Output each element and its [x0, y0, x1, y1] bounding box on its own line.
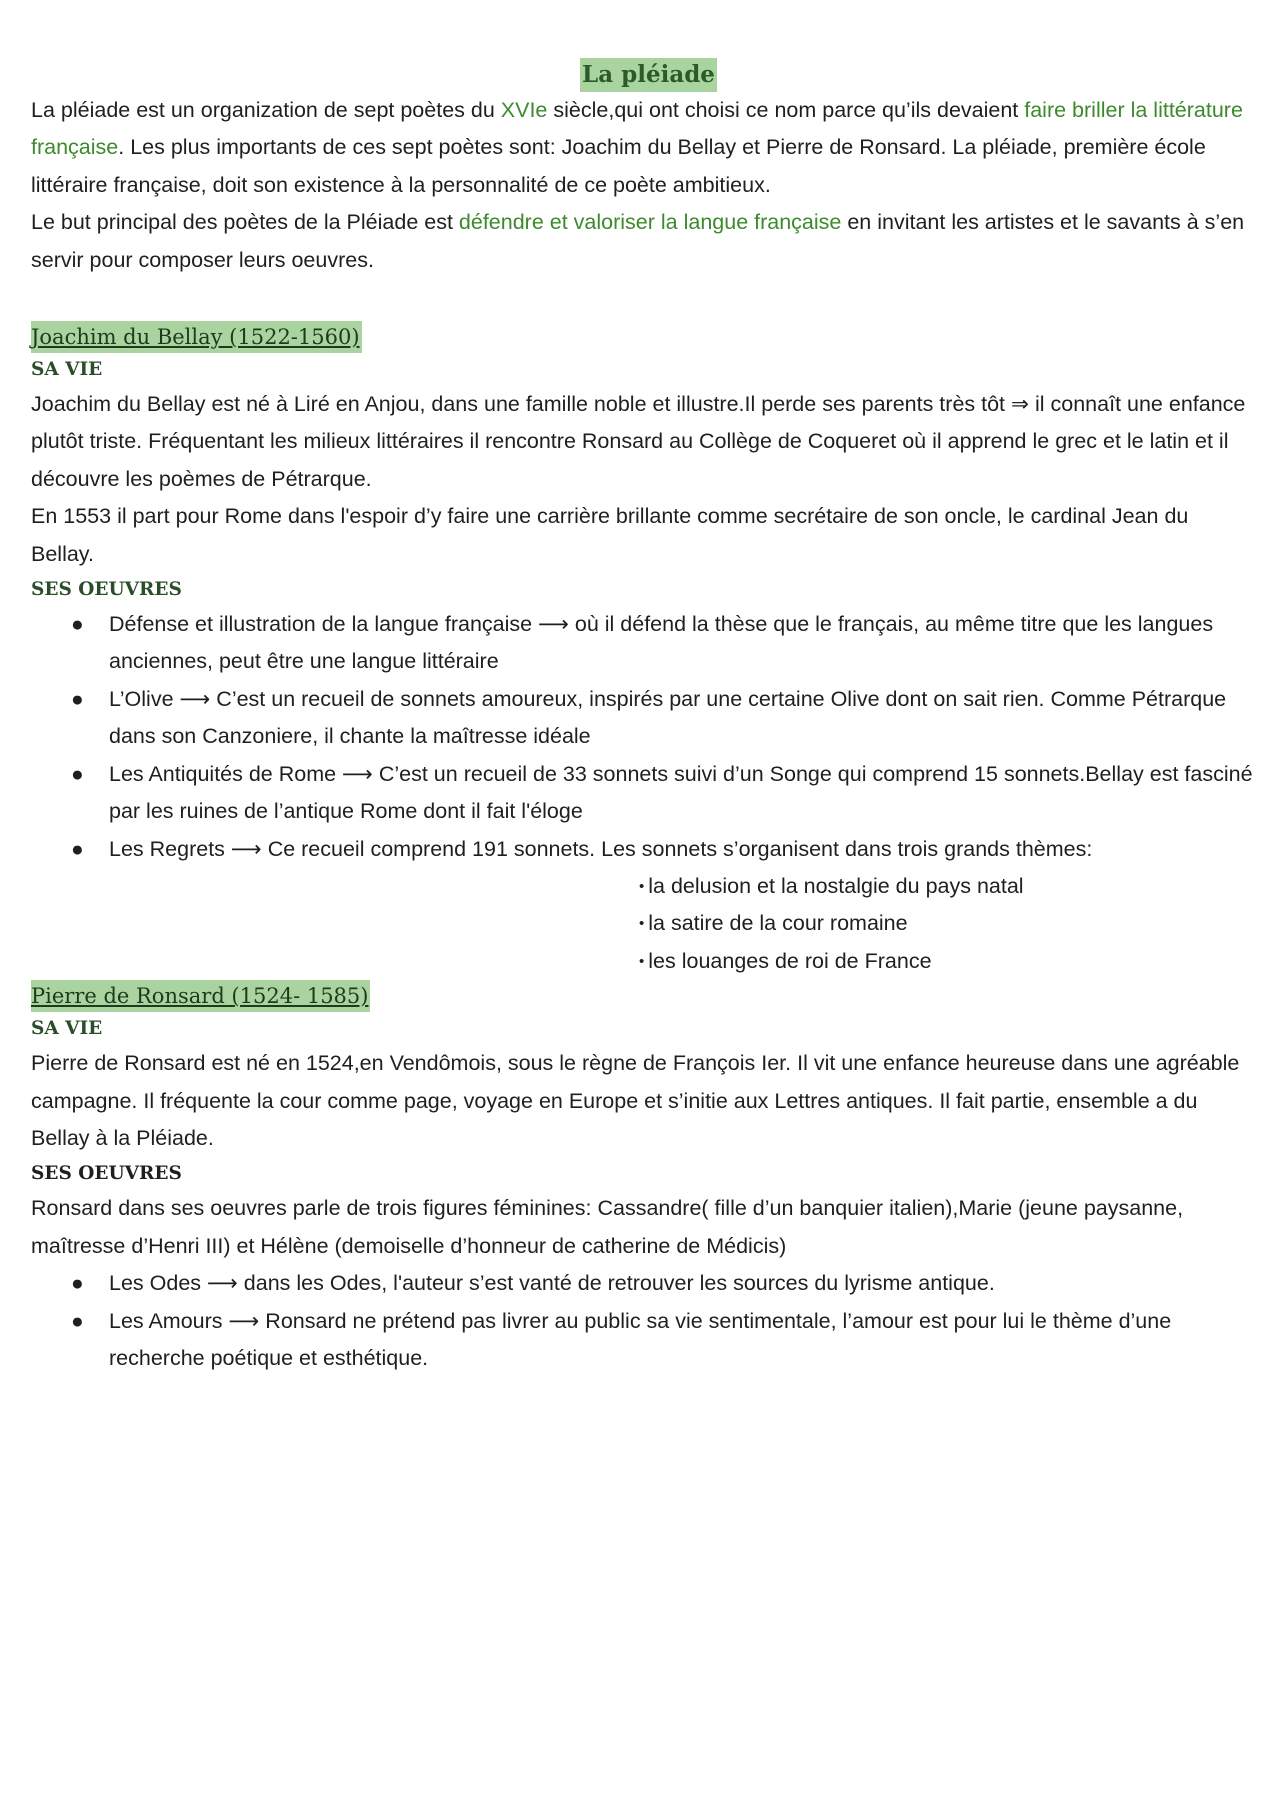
- bullet-icon: ●: [71, 687, 84, 711]
- intro-text: La pléiade est un organization de sept poètes du: [31, 98, 501, 122]
- list-item: [31, 831, 1256, 868]
- bullet-icon: ●: [71, 1309, 84, 1333]
- highlight-text: XVIe: [500, 98, 548, 122]
- intro-paragraph-2: [31, 204, 1256, 279]
- bellay-oeuvres-label: SES OEUVRES: [31, 579, 182, 601]
- intro-text: siècle,qui ont choisi ce nom parce qu’ils devaient: [547, 98, 1025, 122]
- highlight-text: faire briller la littérature française: [31, 98, 1243, 160]
- bullet-icon: ●: [71, 613, 84, 637]
- list-item-text: Défense et illustration de la langue française ⟶ où il défend la thèse que le français, au même titre que les langues anciennes, peut être une langue littéraire: [109, 612, 1214, 674]
- intro-text: Le but principal des poètes de la Pléiade est: [31, 210, 459, 235]
- theme-item: [639, 943, 1256, 980]
- bullet-icon: ●: [71, 837, 84, 861]
- bullet-icon: ●: [71, 762, 84, 786]
- bellay-vie-paragraph-1: Joachim du Bellay est né à Liré en Anjou, dans une famille noble et illustre.Il perde ses parents très tôt ⇒ il connaît une enfance plutôt triste. Fréquentant les milieux littéraires il rencontre Ronsard au Collège de Coqueret où il apprend le grec et le latin et il découvre les poèmes de Pétrarque.: [31, 392, 1246, 491]
- bellay-section: [31, 315, 1256, 980]
- intro-text: . Les plus importants de ces sept poètes sont: Joachim du Bellay et Pierre de Ronsard. La pléiade, première école littéraire française, doit son existence à la personnalité de ce poète ambitieux.: [31, 135, 1206, 197]
- spacer: [31, 279, 1256, 315]
- highlight-text: défendre et valoriser la langue française: [458, 210, 842, 235]
- bellay-vie-label: SA VIE: [31, 359, 103, 381]
- list-item: [31, 756, 1256, 831]
- list-item: [31, 681, 1256, 756]
- bellay-oeuvres-list: [31, 606, 1256, 868]
- list-item-text: Les Antiquités de Rome ⟶ C’est un recueil de 33 sonnets suivi d’un Songe qui comprend 15 sonnets.Bellay est fasciné par les ruines de l’antique Rome dont il fait l'éloge: [109, 761, 1253, 824]
- ronsard-heading: Pierre de Ronsard (1524- 1585): [31, 980, 370, 1012]
- theme-text: la delusion et la nostalgie du pays natal: [648, 873, 1024, 898]
- ronsard-vie-label: SA VIE: [31, 1018, 103, 1040]
- regrets-themes-list: [31, 868, 1256, 980]
- sub-bullet-icon: •: [639, 915, 645, 933]
- bullet-icon: ●: [71, 1272, 84, 1296]
- list-item: [31, 1265, 1256, 1302]
- list-item-text: Les Odes ⟶ dans les Odes, l'auteur s’est vanté de retrouver les sources du lyrisme antique.: [109, 1271, 995, 1296]
- list-item-text: Les Amours ⟶ Ronsard ne prétend pas livrer au public sa vie sentimentale, l’amour est pour lui le thème d’une recherche poétique et esthétique.: [109, 1308, 1172, 1370]
- list-item-text: Les Regrets ⟶ Ce recueil comprend 191 sonnets. Les sonnets s’organisent dans trois grands thèmes:: [109, 836, 1093, 861]
- title-container: [31, 58, 1256, 92]
- theme-item: [639, 905, 1256, 942]
- sub-bullet-icon: •: [639, 952, 645, 970]
- ronsard-oeuvres-label: SES OEUVRES: [31, 1163, 182, 1185]
- document-page: [31, 58, 1256, 1377]
- intro-paragraph-1: [31, 92, 1256, 204]
- bellay-heading: Joachim du Bellay (1522-1560): [31, 321, 362, 353]
- ronsard-section: [31, 980, 1256, 1377]
- bellay-vie-paragraph-2: En 1553 il part pour Rome dans l'espoir d’y faire une carrière brillante comme secrétaire de son oncle, le cardinal Jean du Bellay.: [31, 504, 1189, 566]
- theme-text: la satire de la cour romaine: [648, 911, 908, 936]
- list-item-text: L’Olive ⟶ C’est un recueil de sonnets amoureux, inspirés par une certaine Olive dont on sait rien. Comme Pétrarque dans son Canzoniere, il chante la maîtresse idéale: [109, 686, 1227, 749]
- page-title: La pléiade: [580, 58, 717, 92]
- theme-item: [639, 868, 1256, 905]
- ronsard-vie-paragraph: Pierre de Ronsard est né en 1524,en Vendômois, sous le règne de François Ier. Il vit une enfance heureuse dans une agréable campagne. Il fréquente la cour comme page, voyage en Europe et s’initie aux Lettres antiques. Il fait partie, ensemble a du Bellay à la Pléiade.: [31, 1051, 1240, 1150]
- list-item: [31, 1303, 1256, 1378]
- ronsard-oeuvres-list: [31, 1265, 1256, 1377]
- sub-bullet-icon: •: [639, 877, 645, 895]
- intro-text: en invitant les artistes et le savants à s’en servir pour composer leurs oeuvres.: [31, 210, 1245, 272]
- list-item: [31, 606, 1256, 681]
- theme-text: les louanges de roi de France: [648, 948, 932, 973]
- ronsard-oeuvres-intro: Ronsard dans ses oeuvres parle de trois figures féminines: Cassandre( fille d’un banquier italien),Marie (jeune paysanne, maîtresse d’Henri III) et Hélène (demoiselle d’honneur de catherine de Médicis): [31, 1196, 1184, 1258]
